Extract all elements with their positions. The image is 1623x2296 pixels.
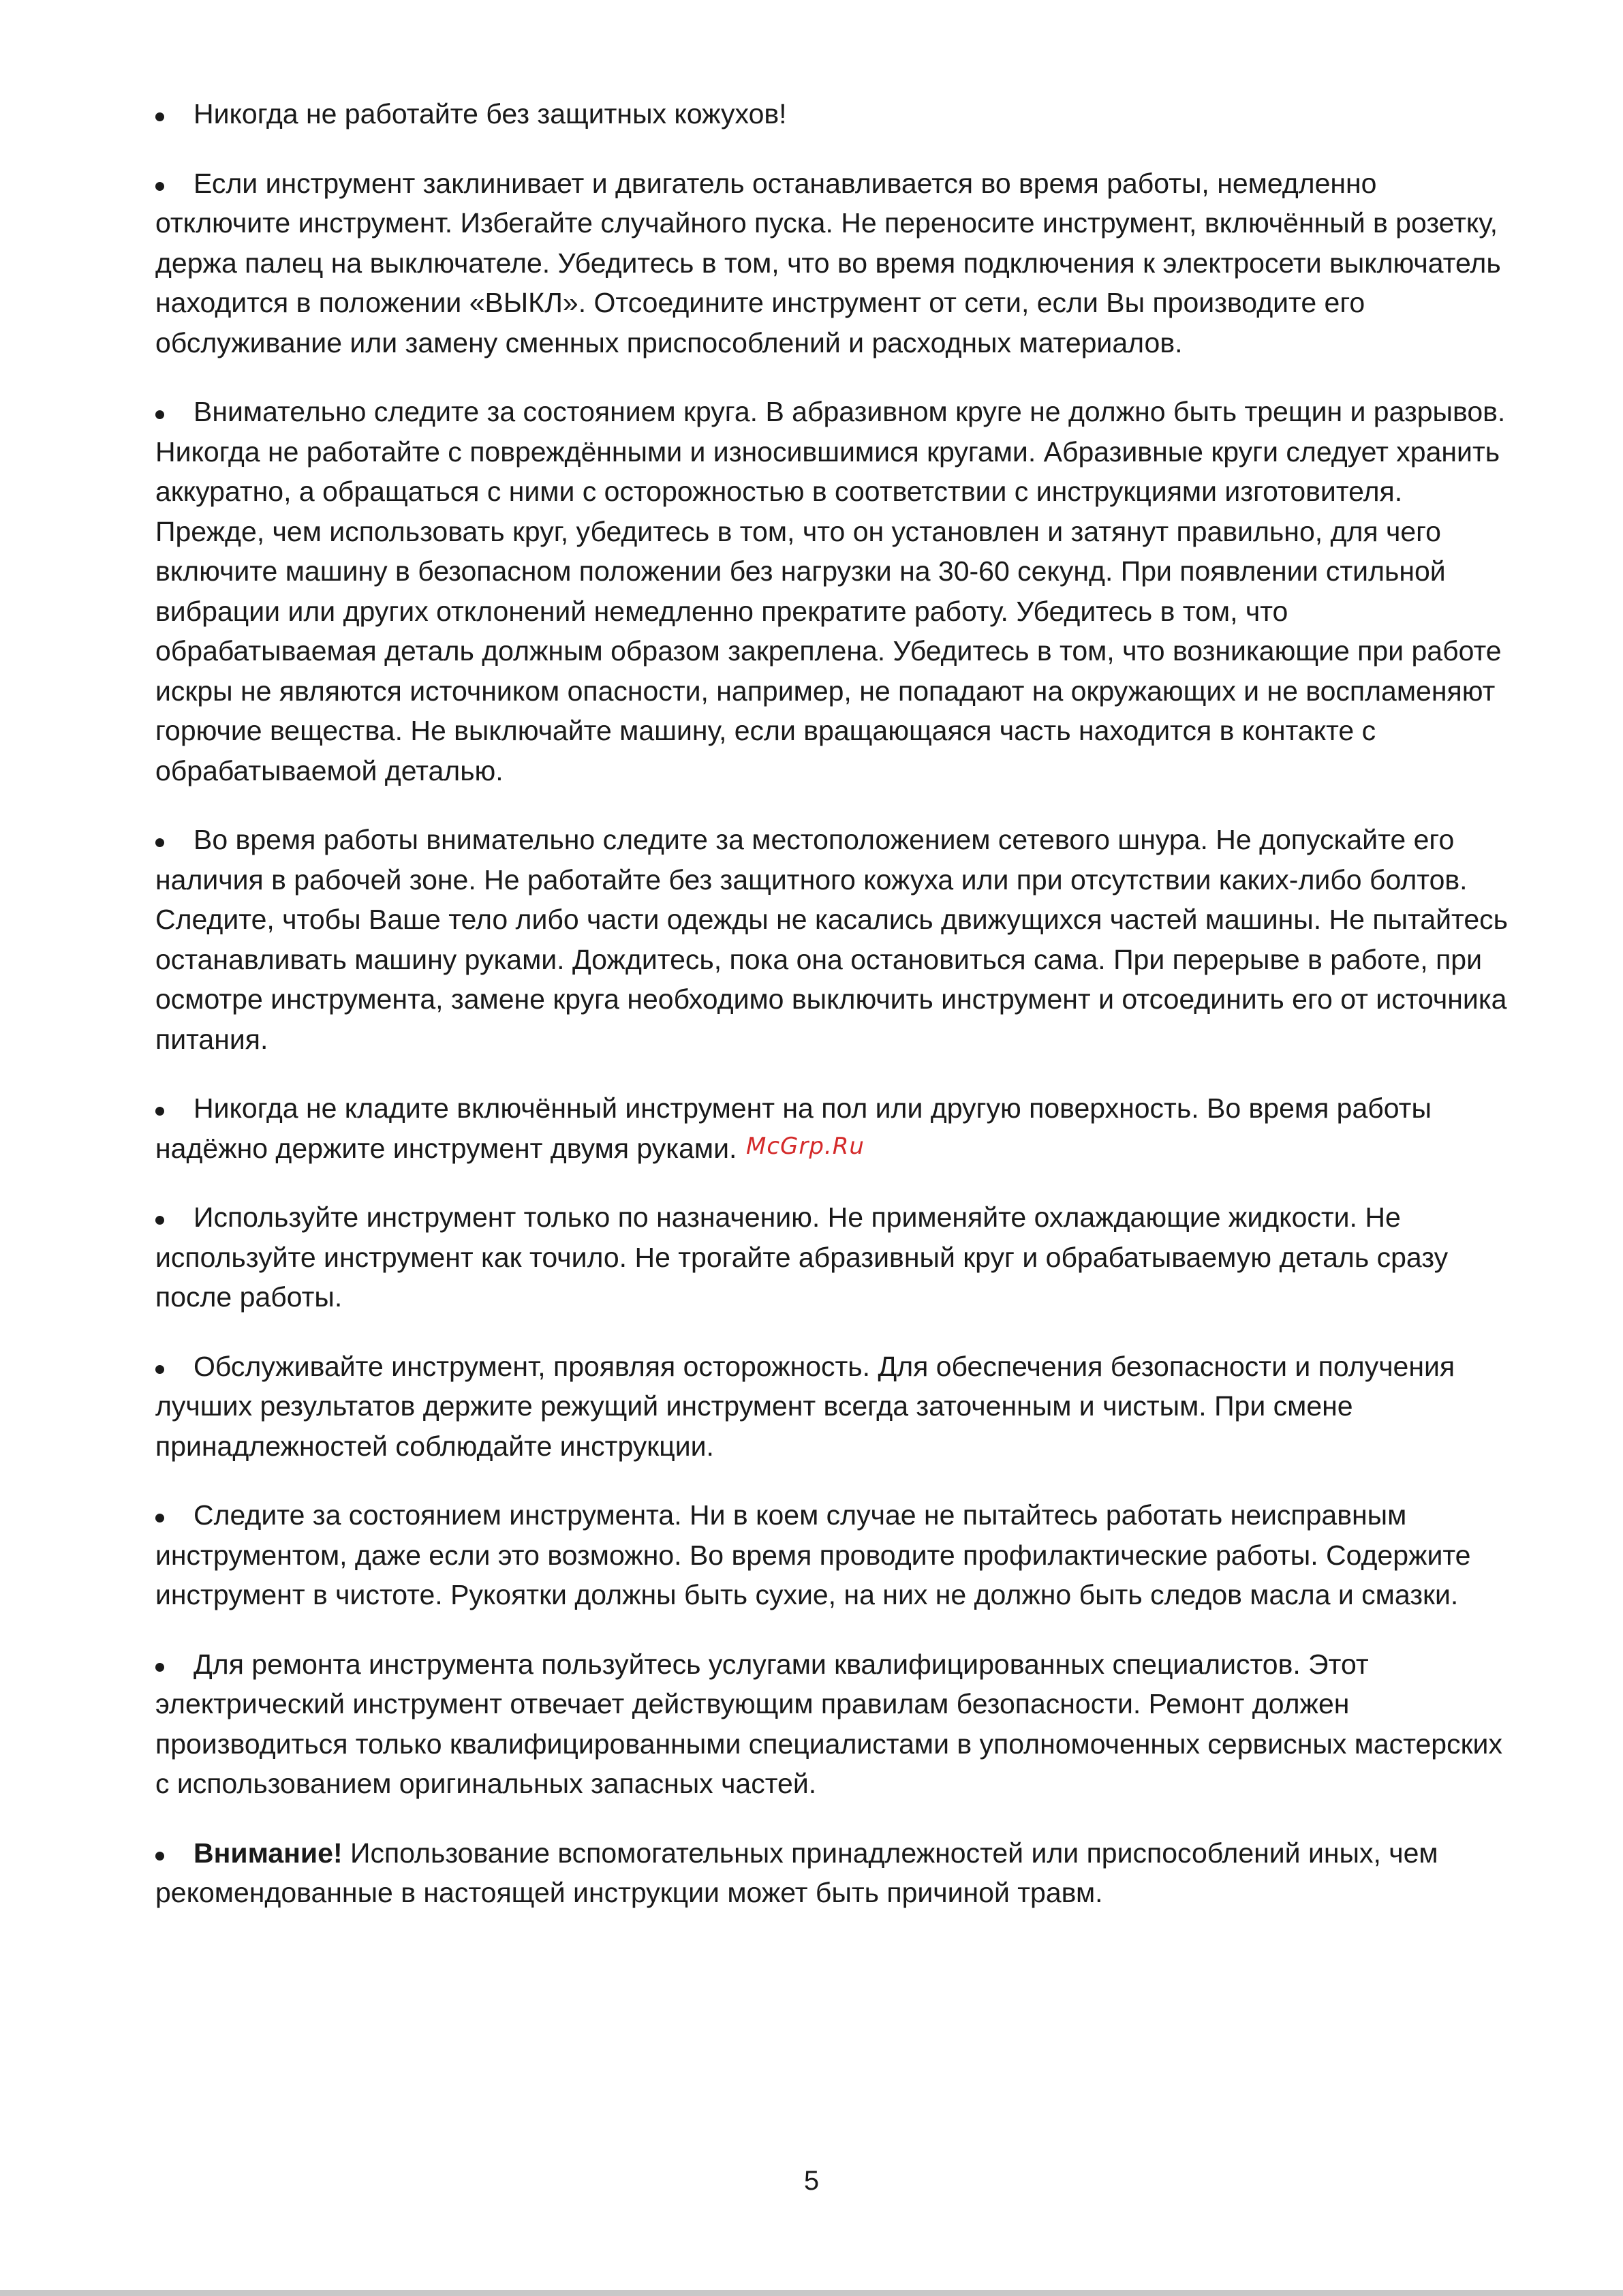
list-item-text: Следите за состоянием инструмента. Ни в коем случае не пытайтесь работать неисправным инструментом, даже если это возможно. Во время проводите профилактические работы. Содержите инструмент в чистоте. Рукоятки должны быть сухие, на них не должно быть следов масла и смазки. — [155, 1499, 1471, 1610]
bullet-icon — [155, 182, 164, 191]
list-item-text: Если инструмент заклинивает и двигатель останавливается во время работы, немедленно отключите инструмент. Избегайте случайного пуска. Не переносите инструмент, включённый в розетку, держа палец на выключателе. Убедитесь в том, что во время подключения к электросети выключатель находится в положении «ВЫКЛ». Отсоедините инструмент от сети, если Вы производите его обслуживание или замену сменных приспособлений и расходных материалов. — [155, 167, 1501, 358]
list-item-text: Внимательно следите за состоянием круга. В абразивном круге не должно быть трещин и разрывов. Никогда не работайте с повреждёнными и износившимися кругами. Абразивные круги следует хранить аккуратно, а обращаться с ними с осторожностью в соответствии с инструкциями изготовителя. Прежде, чем использовать круг, убедитесь в том, что он установлен и затянут правильно, для чего включите машину в безопасном положении без нагрузки на 30-60 секунд. При появлении стильной вибрации или других отклонений немедленно прекратите работу. Убедитесь в том, что обрабатываемая деталь должным образом закреплена. Убедитесь в том, что возникающие при работе искры не являются источником опасности, например, не попадают на окружающих и не воспламеняют горючие вещества. Не выключайте машину, если вращающаяся часть находится в контакте с обрабатываемой деталью. — [155, 396, 1506, 786]
list-item-warning — [155, 1833, 1511, 1913]
list-item — [155, 1644, 1511, 1804]
bullet-icon — [155, 1107, 164, 1116]
bullet-icon — [155, 838, 164, 847]
bullet-icon — [155, 1514, 164, 1522]
list-item-text: Во время работы внимательно следите за местоположением сетевого шнура. Не допускайте его наличия в рабочей зоне. Не работайте без защитного кожуха или при отсутствии каких-либо болтов. Следите, чтобы Ваше тело либо части одежды не касались движущихся частей машины. Не пытайтесь останавливать машину руками. Дождитесь, пока она остановиться сама. При перерыве в работе, при осмотре инструмента, замене круга необходимо выключить инструмент и отсоединить его от источника питания. — [155, 824, 1509, 1055]
list-item — [155, 392, 1511, 791]
bullet-icon — [155, 112, 164, 121]
bullet-icon — [155, 1663, 164, 1672]
list-item — [155, 1197, 1511, 1317]
list-item-text: Для ремонта инструмента пользуйтесь услугами квалифицированных специалистов. Этот электрический инструмент отвечает действующим правилам безопасности. Ремонт должен производиться только квалифицированными специалистами в уполномоченных сервисных мастерских с использованием оригинальных запасных частей. — [155, 1648, 1502, 1799]
list-item-text: Используйте инструмент только по назначению. Не применяйте охлаждающие жидкости. Не используйте инструмент как точило. Не трогайте абразивный круг и обрабатываемую деталь сразу после работы. — [155, 1201, 1449, 1313]
list-item-text: Никогда не работайте без защитных кожухов! — [194, 98, 787, 129]
safety-instructions-list — [155, 94, 1511, 1942]
list-item — [155, 820, 1511, 1059]
list-item-text: Обслуживайте инструмент, проявляя осторожность. Для обеспечения безопасности и получения лучших результатов держите режущий инструмент всегда заточенным и чистым. При смене принадлежностей соблюдайте инструкции. — [155, 1350, 1455, 1462]
warning-label: Внимание! — [194, 1837, 343, 1869]
list-item-text: Никогда не кладите включённый инструмент на пол или другую поверхность. Во время работы надёжно держите инструмент двумя руками. — [155, 1092, 1432, 1164]
watermark-text: McGrp.Ru — [746, 1133, 865, 1160]
bullet-icon — [155, 410, 164, 419]
bullet-icon — [155, 1365, 164, 1374]
list-item — [155, 164, 1511, 363]
list-item — [155, 1347, 1511, 1467]
bullet-icon — [155, 1852, 164, 1861]
bullet-icon — [155, 1216, 164, 1225]
list-item — [155, 1495, 1511, 1615]
page-bottom-border — [0, 2290, 1623, 2296]
page-number: 5 — [803, 2166, 820, 2196]
list-item — [155, 94, 1511, 134]
list-item-text: Использование вспомогательных принадлежностей или приспособлений иных, чем рекомендованные в настоящей инструкции может быть причиной травм. — [155, 1837, 1438, 1908]
